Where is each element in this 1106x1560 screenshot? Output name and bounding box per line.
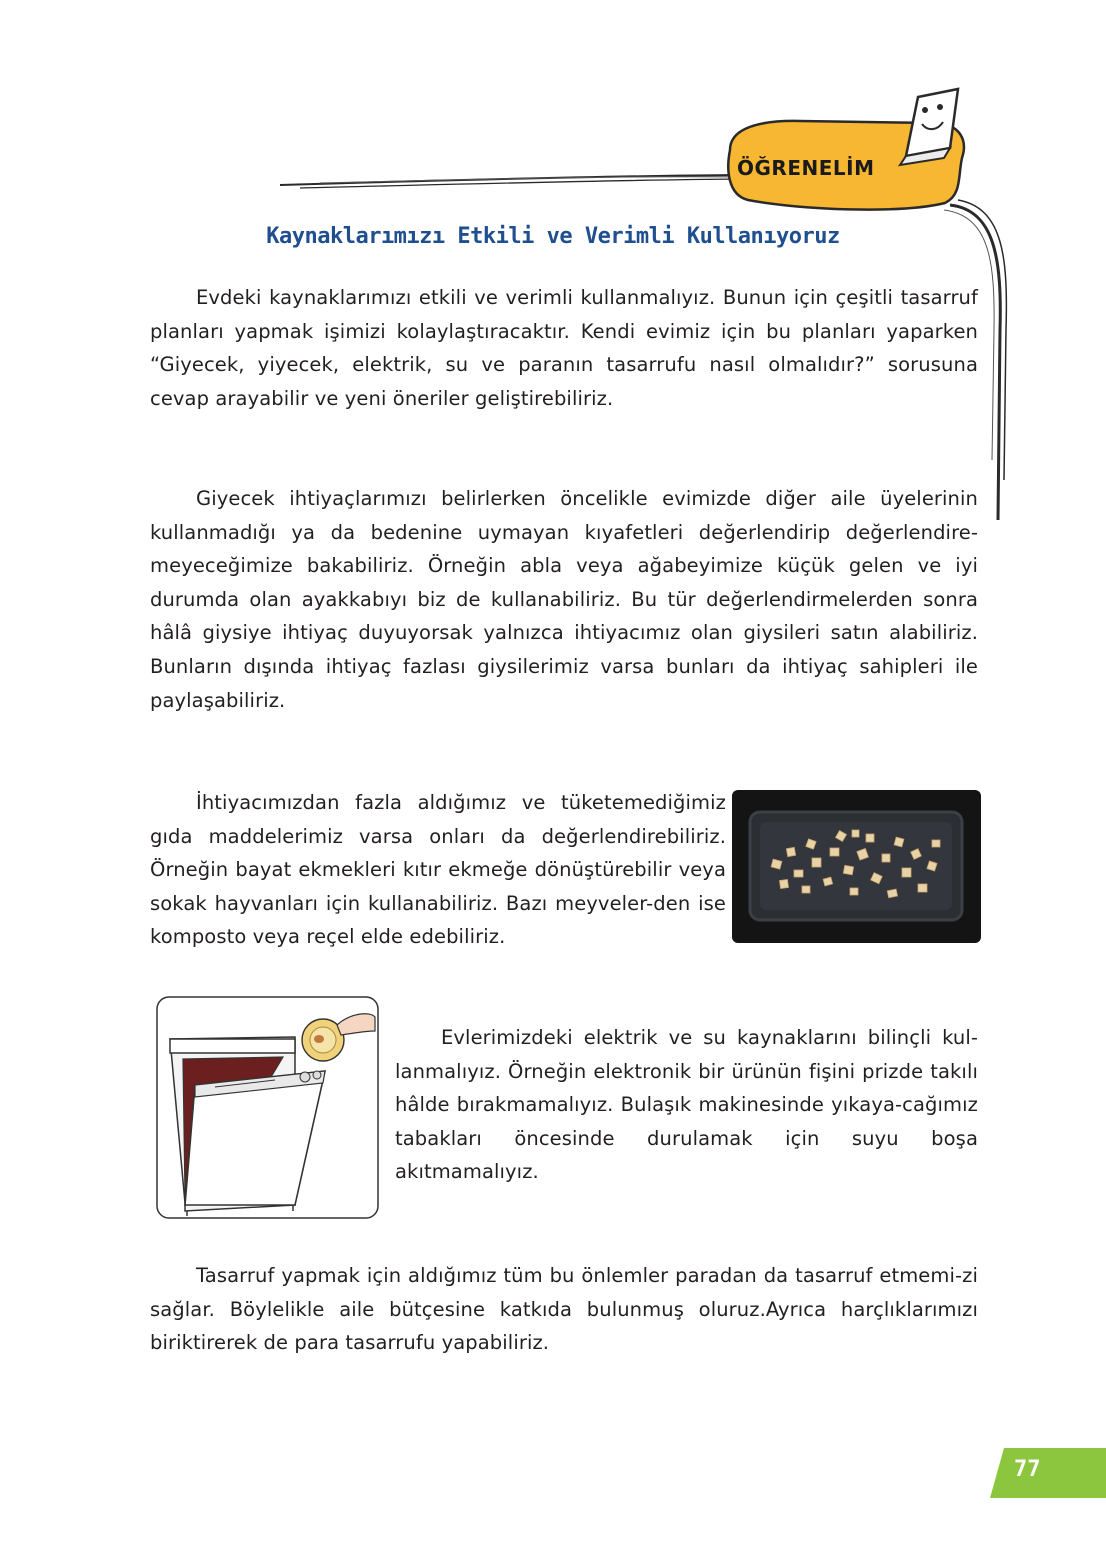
section-badge-label: ÖĞRENELİM xyxy=(737,156,875,180)
paragraph-food: İhtiyacımızdan fazla aldığımız ve tüketemediğimiz gıda maddelerimiz varsa onları da değerlendirebiliriz. Örneğin bayat ekmekleri kıtır ekmeğe dönüştürebilir veya sokak hayvanları için kullanabiliriz. Bazı meyveler-den ise komposto veya reçel elde edebiliriz. xyxy=(150,791,726,949)
page-title: Kaynaklarımızı Etkili ve Verimli Kullanıyoruz xyxy=(266,224,840,249)
page-number: 77 xyxy=(1014,1457,1041,1482)
paragraph-electricity-water: Evlerimizdeki elektrik ve su kaynaklarını bilinçli kul-lanmalıyız. Örneğin elektronik bir ürünün fişini prizde takılı hâlde bırakmamalıyız. Bulaşık makinesinde yıkaya-cağımız tabakları öncesinde durulamak için suyu boşa akıtmamalıyız. xyxy=(395,1026,978,1184)
header-decoration xyxy=(0,0,1106,560)
page-number-tab xyxy=(990,1448,1106,1498)
paragraph-money: Tasarruf yapmak için aldığımız tüm bu önlemler paradan da tasarruf etmemi-zi sağlar. Böylelikle aile bütçesine katkıda bulunmuş oluruz.Ayrıca harçlıklarımızı biriktirerek de para tasarrufu yapabiliriz. xyxy=(150,1264,978,1355)
paragraph-resources: Evdeki kaynaklarımızı etkili ve verimli kullanmalıyız. Bunun için çeşitli tasarruf planları yapmak işimizi kolaylaştıracaktır. Kendi evimiz için bu planları yaparken “Giyecek, yiyecek, elektrik, su ve paranın tasarrufu nasıl olmalıdır?” sorusuna cevap arayabilir ve yeni öneriler geliştirebiliriz. xyxy=(150,286,978,410)
dishwasher-illustration xyxy=(155,995,380,1220)
paragraph-clothing: Giyecek ihtiyaçlarımızı belirlerken öncelikle evimizde diğer aile üyelerinin kullanmadığı ya da bedenine uymayan kıyafetleri değerlendirip değerlendire-meyeceğimize bakabiliriz. Örneğin abla veya ağabeyimize küçük gelen ve iyi durumda olan ayakkabıyı biz de kullanabiliriz. Bu tür değerlendirmelerden sonra hâlâ giysiye ihtiyaç duyuyorsak yalnızca ihtiyacımız olan giysileri satın alabiliriz. Bunların dışında ihtiyaç fazlası giysilerimiz varsa bunları da ihtiyaç sahipleri ile paylaşabiliriz. xyxy=(150,487,978,712)
croutons-tray-image xyxy=(732,790,981,943)
